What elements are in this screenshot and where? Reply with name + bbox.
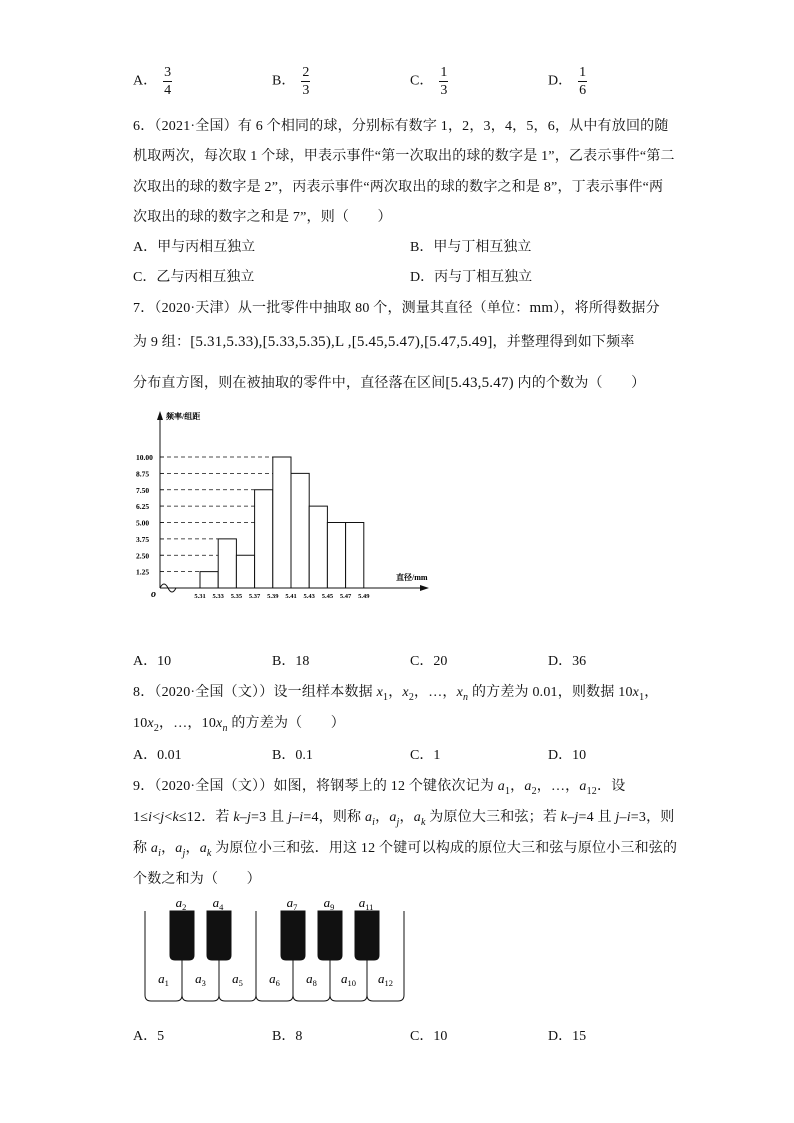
- q6-option-b: B．甲与丁相互独立: [410, 240, 532, 255]
- y-tick-label: 6.25: [136, 502, 150, 512]
- black-key: [207, 911, 231, 960]
- x-tick-label: 5.49: [358, 593, 370, 600]
- q9-line-3: 称 $a_i$，$a_j$，$a_k$ 为原位小三和弦．用这 12 个键可以构成的原位大三和弦与原位小三和弦的: [133, 841, 678, 859]
- key-label: $a_2$: [175, 895, 187, 912]
- y-axis-arrow: [157, 411, 163, 420]
- y-axis-label: 频率/组距: [166, 412, 201, 421]
- key-label: $a_{12}$: [378, 971, 393, 988]
- q9-line-4: 个数之和为（ ）: [133, 872, 261, 887]
- q8-option-c: C．1: [410, 748, 441, 763]
- q6-line-1: 6．（2021·全国）有 6 个相同的球，分别标有数字 1，2，3，4，5，6，从中有放回的随: [133, 119, 669, 134]
- histogram-bar: [327, 523, 345, 589]
- histogram-bar: [291, 473, 309, 588]
- histogram-bar: [273, 457, 291, 588]
- q6-line-2: 机取两次，每次取 1 个球，甲表示事件“第一次取出的球的数字是 1”，乙表示事件“第二: [133, 149, 675, 164]
- key-label: $a_3$: [195, 971, 206, 988]
- x-tick-label: 5.45: [321, 593, 334, 600]
- key-label: $a_4$: [212, 895, 224, 912]
- q9-option-b: B．8: [272, 1029, 303, 1044]
- key-label: $a_9$: [323, 895, 335, 912]
- q6-line-4: 次取出的球的数字之和是 7”，则（ ）: [133, 210, 392, 225]
- q9-option-c: C．10: [410, 1029, 448, 1044]
- q7-line-1: 7．（2020·天津）从一批零件中抽取 80 个，测量其直径（单位：mm），将所得数据分: [133, 300, 660, 316]
- q5-option-c: C． $\frac{1}{3}$: [410, 65, 448, 98]
- x-axis-label: 直径/mm: [396, 573, 428, 582]
- origin-label: o: [151, 589, 156, 600]
- key-label: $a_5$: [232, 971, 243, 988]
- q7-option-b: B．18: [272, 654, 310, 669]
- q8-option-d: D．10: [548, 748, 587, 763]
- q8-line-1: 8．（2020·全国（文））设一组样本数据 $x_1$，$x_2$，…，$x_n$ 的方差为 0.01，则数据 $10x_1$，: [133, 685, 659, 703]
- q7-option-d: D．36: [548, 654, 587, 669]
- histogram-bar: [236, 555, 254, 588]
- q6-option-d: D．丙与丁相互独立: [410, 270, 533, 285]
- q9-option-a: A．5: [133, 1029, 165, 1044]
- piano-keyboard: [140, 893, 410, 1005]
- x-tick-label: 5.39: [267, 593, 279, 600]
- y-tick-label: 3.75: [136, 534, 150, 544]
- q7-option-c: C．20: [410, 654, 448, 669]
- fraction: $\frac{1}{6}$: [579, 65, 587, 98]
- q9-line-2: 1≤i<j<k≤12．若 k–j=3 且 j–i=4，则称 $a_i$，$a_j$，$a_k$ 为原位大三和弦；若 k–j=4 且 j–i=3，则: [133, 810, 675, 828]
- fraction: $\frac{2}{3}$: [302, 65, 310, 98]
- y-tick-label: 5.00: [136, 518, 150, 528]
- black-key: [355, 911, 379, 960]
- q6-option-c: C．乙与丙相互独立: [133, 270, 255, 285]
- y-tick-label: 2.50: [136, 551, 150, 561]
- x-axis-arrow: [420, 585, 429, 591]
- q5-option-a: A． $\frac{3}{4}$: [133, 65, 172, 98]
- key-label: $a_8$: [306, 971, 317, 988]
- key-label: $a_7$: [286, 895, 298, 912]
- fraction: $\frac{3}{4}$: [164, 65, 172, 98]
- x-tick-label: 5.47: [339, 593, 352, 600]
- x-tick-label: 5.33: [212, 593, 224, 600]
- q5-option-b: B． $\frac{2}{3}$: [272, 65, 310, 98]
- histogram-bar: [346, 523, 364, 589]
- x-tick-label: 5.37: [248, 593, 261, 600]
- q6-line-3: 次取出的球的数字是 2”，丙表示事件“两次取出的球的数字之和是 8”，丁表示事件“两: [133, 180, 664, 195]
- q9-option-d: D．15: [548, 1029, 587, 1044]
- y-tick-label: 8.75: [136, 469, 150, 479]
- q8-option-b: B．0.1: [272, 748, 313, 763]
- key-label: $a_{10}$: [341, 971, 356, 988]
- x-tick-label: 5.31: [194, 593, 206, 600]
- q9-line-1: 9．（2020·全国（文））如图，将钢琴上的 12 个键依次记为 $a_1$，$a_2$，…，$a_{12}$．设: [133, 779, 626, 797]
- q8-line-2: $10x_2$，…，$10x_n$ 的方差为（ ）: [133, 716, 345, 734]
- key-label: $a_1$: [158, 971, 169, 988]
- q7-line-3: 分布直方图，则在被抽取的零件中，直径落在区间[5.43,5.47) 内的个数为（ ）: [133, 375, 646, 391]
- black-key: [318, 911, 342, 960]
- q7-line-2: 为 9 组：[5.31,5.33),[5.33,5.35),L ,[5.45,5.47),[5.47,5.49]，并整理得到如下频率: [133, 334, 635, 350]
- histogram-bar: [200, 572, 218, 588]
- histogram-bar: [218, 539, 236, 588]
- black-key: [281, 911, 305, 960]
- y-tick-label: 1.25: [136, 567, 150, 577]
- x-tick-label: 5.35: [230, 593, 243, 600]
- q6-option-a: A．甲与丙相互独立: [133, 240, 256, 255]
- q5-option-d: D． $\frac{1}{6}$: [548, 65, 587, 98]
- key-label: $a_{11}$: [358, 895, 374, 912]
- y-tick-label: 10.00: [136, 453, 153, 462]
- histogram-bar: [255, 490, 273, 588]
- fraction: $\frac{1}{3}$: [440, 65, 448, 98]
- x-tick-label: 5.41: [285, 593, 297, 600]
- y-tick-label: 7.50: [136, 485, 150, 495]
- frequency-histogram: [128, 405, 438, 605]
- key-label: $a_6$: [269, 971, 280, 988]
- black-key: [170, 911, 194, 960]
- histogram-bar: [309, 506, 327, 588]
- x-tick-label: 5.43: [303, 593, 315, 600]
- q8-option-a: A．0.01: [133, 748, 182, 763]
- q7-option-a: A．10: [133, 654, 172, 669]
